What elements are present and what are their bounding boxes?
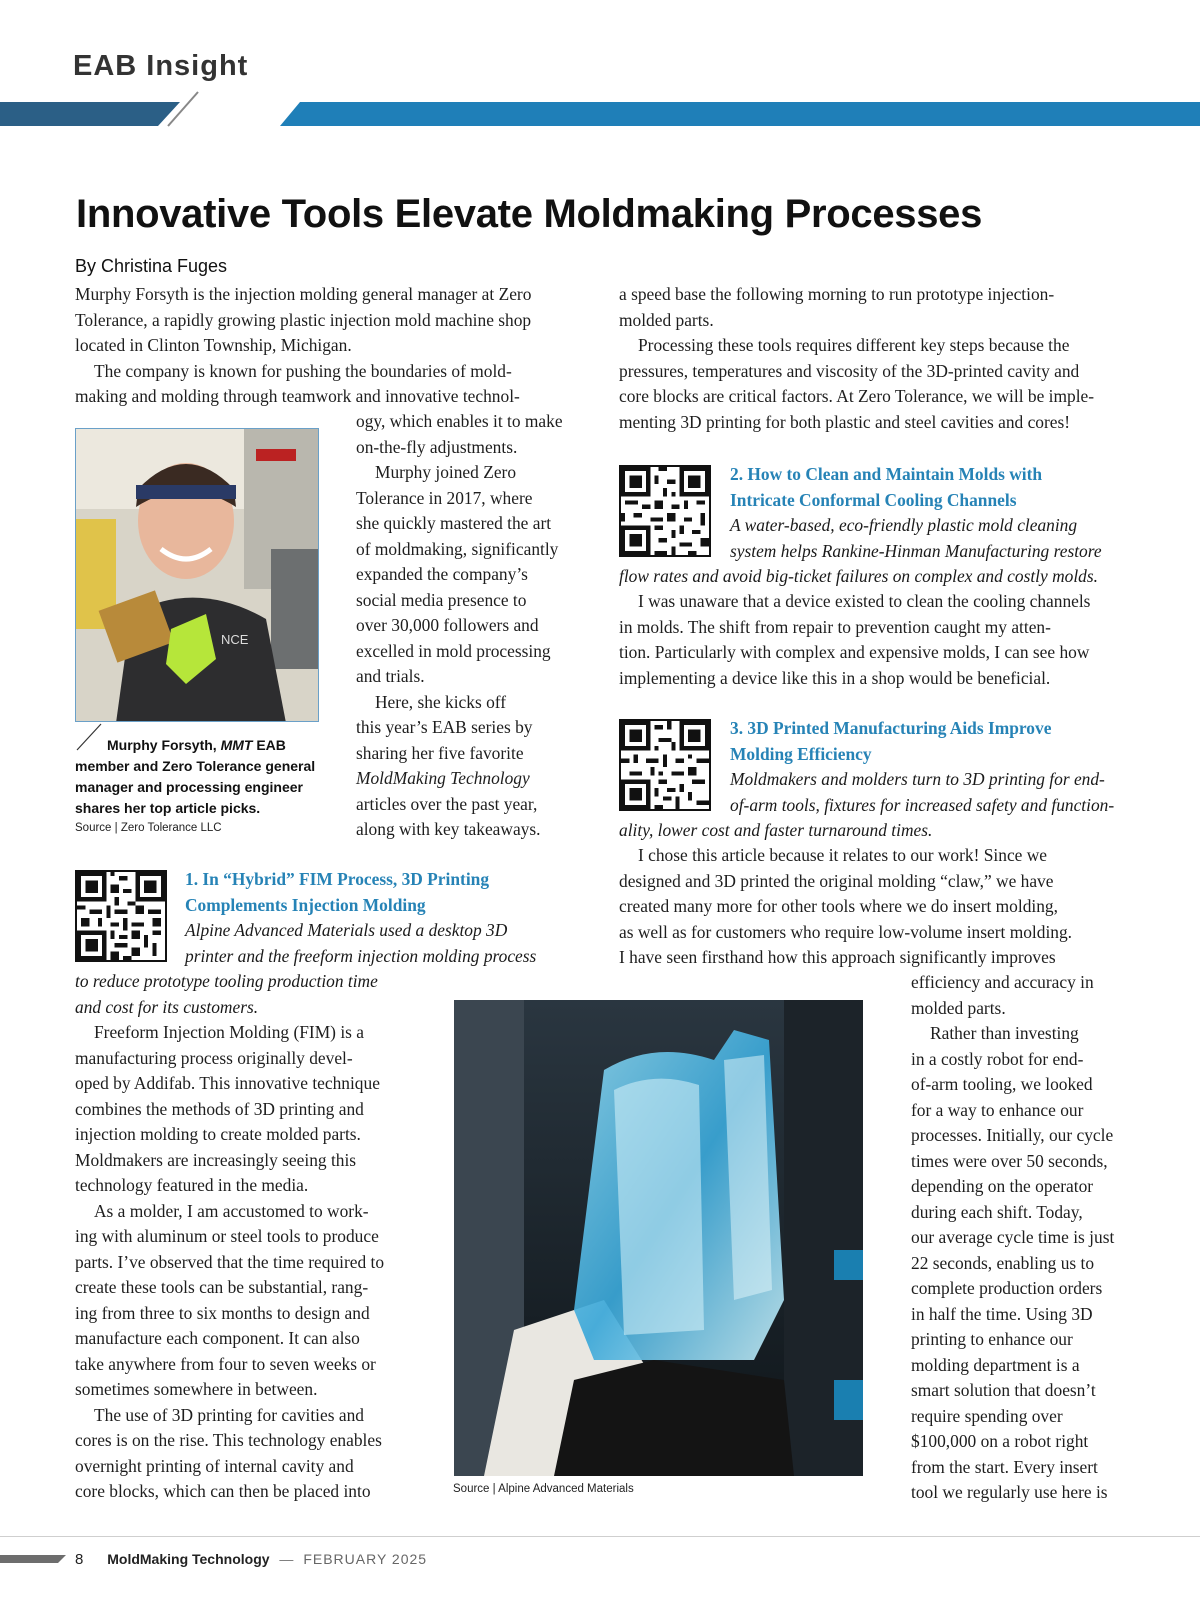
footer (75, 1551, 427, 1568)
cycle-time-paragraph: efficiency and accuracy in molded parts. Rather than investing in a costly robot for end- of-arm tooling, we looked for a way to enhance our processes. Initially, our cycle times were over 50 seconds, depending on the operator during each shift. Today, our average cycle time is just 22 seconds, enabling us to complete production orders in half the time. Using 3D printing to enhance our molding department is a smart solution that doesn’t require spending over $100,000 on a robot right from the start. Every insert tool we regularly use here is (911, 972, 1115, 1502)
fim-paragraphs: Freeform Injection Molding (FIM) is a manufacturing process originally devel- oped by Addifab. This innovative technique combines the methods of 3D printing and injection molding to create molded parts. Moldmakers are increasingly seeing this technology featured in the media. As a molder, I am accustomed to work- ing with aluminum or steel tools to produce parts. I’ve observed that the time required to create these tools can be substantial, rang- ing from three to six months to design and manufacture each component. It can also take anywhere from four to seven weeks or sometimes somewhere in between. The use of 3D printing for cavities and cores is on the rise. This technology enables overnight printing of internal cavity and core blocks, which can then be placed into (75, 1022, 385, 1501)
photo-source: Source | Zero Tolerance LLC (75, 822, 222, 834)
qr-code-pick-3[interactable] (619, 719, 711, 811)
pick-3 (730, 716, 1150, 818)
photo-caption: Murphy Forsyth, MMT EAB member and Zero Tolerance general manager and processing engineer shares her top article picks. (75, 737, 316, 816)
footer-bar (0, 1553, 70, 1565)
pick-2-title[interactable]: 2. How to Clean and Maintain Molds with Intricate Conformal Cooling Channels (730, 464, 1043, 510)
pick-2-description: A water-based, eco-friendly plastic mold cleaning system helps Rankine-Hinman Manufacturing restore (730, 515, 1102, 561)
pick-1-title[interactable]: 1. In “Hybrid” FIM Process, 3D Printing Complements Injection Molding (185, 869, 490, 915)
qr-code-pick-2[interactable] (619, 465, 711, 557)
pick-2-description-cont: flow rates and avoid big-ticket failures on complex and costly molds. (619, 566, 1098, 586)
pick-1-description-cont: to reduce prototype tooling production time and cost for its customers. (75, 971, 378, 1017)
mold-photo (454, 1000, 863, 1476)
pick-1-description: Alpine Advanced Materials used a desktop 3D printer and the freeform injection molding process (185, 920, 537, 966)
magazine-name: MoldMaking Technology (107, 1551, 270, 1567)
claw-paragraph: I chose this article because it relates to our work! Since we designed and 3D printed the original molding “claw,” we have created many more for other tools where we do insert molding, as well as for customers who require low-volume insert molding. I have seen firsthand how this approach significantly improves (619, 845, 1073, 967)
issue-date: FEBRUARY 2025 (303, 1551, 428, 1567)
mold-photo-source: Source | Alpine Advanced Materials (453, 1483, 634, 1495)
footer-dash: — (279, 1551, 294, 1567)
header-band (0, 88, 1200, 128)
pick-1 (185, 867, 585, 969)
page-number: 8 (75, 1551, 84, 1568)
cleaning-paragraph: I was unaware that a device existed to clean the cooling channels in molds. The shift from repair to prevention caught my atten- tion. Particularly with complex and expensive molds, I can see how implementing a device like this in a shop would be beneficial. (619, 591, 1091, 688)
qr-code-pick-1[interactable] (75, 870, 167, 962)
bio-paragraph: ogy, which enables it to make on-the-fly adjustments. Murphy joined Zero Tolerance in 2017, where she quickly mastered the art of moldmaking, significantly expanded the company’s social media presence to over 30,000 followers and excelled in mold processing and trials. Here, she kicks off this year’s EAB series by sharing her five favorite MoldMaking Technology articles over the past year, along with key takeaways. (356, 411, 563, 839)
pick-3-title[interactable]: 3. 3D Printed Manufacturing Aids Improve Molding Efficiency (730, 718, 1052, 764)
processing-paragraph: a speed base the following morning to run prototype injection- molded parts. Processing these tools requires different key steps because the pressures, temperatures and viscosity of the 3D-printed cavity and core blocks are critical factors. At Zero Tolerance, we will be imple- menting 3D printing for both plastic and steel cavities and cores! (619, 284, 1095, 432)
portrait-photo (75, 428, 319, 722)
svg-text:NCE: NCE (221, 632, 249, 647)
byline: By Christina Fuges (75, 256, 228, 276)
pick-3-description: Moldmakers and molders turn to 3D printing for end- of-arm tools, fixtures for increased safety and function- (730, 769, 1115, 815)
pick-3-description-cont: ality, lower cost and faster turnaround times. (619, 820, 933, 840)
intro-paragraph: Murphy Forsyth is the injection molding general manager at Zero Tolerance, a rapidly growing plastic injection mold machine shop located in Clinton Township, Michigan. The company is known for pushing the boundaries of mold- making and molding through teamwork and innovative technol- (75, 284, 532, 406)
section-header: EAB Insight (73, 50, 249, 82)
article-title: Innovative Tools Elevate Moldmaking Processes (76, 192, 983, 236)
pick-2 (730, 462, 1150, 564)
footer-rule (0, 1536, 1200, 1537)
